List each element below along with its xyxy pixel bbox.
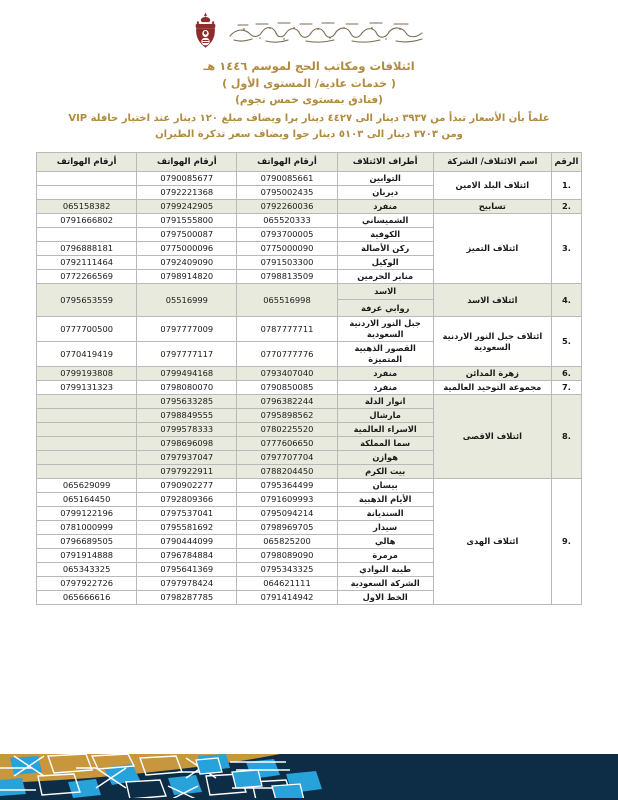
subtitle-service-level: ( خدمات عادية/ المستوى الأول ) <box>222 77 396 90</box>
cell-coalition-party: منفرد <box>337 200 433 214</box>
cell-coalition-party: جبل النور الاردنية السعودية <box>337 317 433 342</box>
cell-phone-1: 0793700005 <box>237 228 337 242</box>
cell-phone-1: 0797707704 <box>237 451 337 465</box>
page-title: ائتلافات ومكاتب الحج لموسم ١٤٤٦ هـ <box>203 59 415 73</box>
cell-phone-1: 0787777711 <box>237 317 337 342</box>
cell-phone-3 <box>37 228 137 242</box>
cell-coalition-party: منفرد <box>337 381 433 395</box>
cell-phone-1: 0795343325 <box>237 563 337 577</box>
cell-phone-2: 0792809366 <box>137 493 237 507</box>
cell-coalition-party: سما المملكة <box>337 437 433 451</box>
cell-phone-2: 0795633285 <box>137 395 237 409</box>
table-row <box>37 317 582 342</box>
cell-phone-3 <box>37 423 137 437</box>
cell-coalition-party: انوار الدلة <box>337 395 433 409</box>
table-header <box>37 153 582 172</box>
cell-phone-3 <box>37 451 137 465</box>
cell-phone-3: 0796888181 <box>37 242 137 256</box>
cell-number: .7 <box>551 381 581 395</box>
cell-phone-1: 065520333 <box>237 214 337 228</box>
cell-phone-3: 0781000999 <box>37 521 137 535</box>
coalition-party-name: روابي عرفة <box>338 300 433 316</box>
cell-phone-3: 0799193808 <box>37 367 137 381</box>
ministry-arabic-calligraphy-icon <box>226 16 426 46</box>
cell-phone-2: 0799494168 <box>137 367 237 381</box>
cell-phone-2: 0797777117 <box>137 342 237 367</box>
cell-coalition-parties <box>337 284 433 317</box>
cell-coalition-party: بيسان <box>337 479 433 493</box>
cell-phone-2: 0795641369 <box>137 563 237 577</box>
price-note-line-2: ومن ٣٧٠٣ دينار الى ٥١٠٣ دينار جوا ويضاف سعر تذكرة الطيران <box>155 129 463 140</box>
cell-phone-2: 0798914820 <box>137 270 237 284</box>
haj-coalitions-table-container <box>36 152 582 605</box>
cell-phone-3: 065158382 <box>37 200 137 214</box>
cell-phone-3 <box>37 172 137 186</box>
cell-coalition-party: طيبة البوادي <box>337 563 433 577</box>
cell-phone-2: 0797537041 <box>137 507 237 521</box>
jordan-crown-emblem-icon <box>192 11 219 51</box>
cell-phone-1: 0791414942 <box>237 591 337 605</box>
cell-phone-3: 065164450 <box>37 493 137 507</box>
cell-phone-1: 0798813509 <box>237 270 337 284</box>
col-header-phone-3: أرقام الهواتف <box>37 153 137 172</box>
col-header-phone-2: أرقام الهواتف <box>137 153 237 172</box>
cell-number: .9 <box>551 479 581 605</box>
cell-phone-2: 0792221368 <box>137 186 237 200</box>
cell-phone-1: 0790085661 <box>237 172 337 186</box>
cell-phone-3: 0796689505 <box>37 535 137 549</box>
cell-phone-3: 0772266569 <box>37 270 137 284</box>
cell-number: .2 <box>551 200 581 214</box>
cell-coalition-party: منفرد <box>337 367 433 381</box>
cell-phone-2: 0790444099 <box>137 535 237 549</box>
cell-phone-2: 0797777009 <box>137 317 237 342</box>
cell-phone-1: 0795094214 <box>237 507 337 521</box>
cell-coalition-party: الأيام الذهبية <box>337 493 433 507</box>
cell-number: .3 <box>551 214 581 284</box>
cell-phone-1: 0795364499 <box>237 479 337 493</box>
cell-phone-1: 0795002435 <box>237 186 337 200</box>
cell-phone-2: 0797922911 <box>137 465 237 479</box>
table-row <box>37 367 582 381</box>
cell-phone-3: 0770419419 <box>37 342 137 367</box>
table-row <box>37 395 582 409</box>
cell-phone-1: 0791503300 <box>237 256 337 270</box>
cell-company-name: ائتلاف البلد الامين <box>433 172 551 200</box>
cell-phone-3 <box>37 409 137 423</box>
cell-phone-1: 0792260036 <box>237 200 337 214</box>
table-row <box>37 284 582 317</box>
document-footer <box>0 742 618 800</box>
table-body <box>37 172 582 605</box>
cell-phone-1: 0775000090 <box>237 242 337 256</box>
cell-company-name: تسابيح <box>433 200 551 214</box>
cell-coalition-party: السنديانة <box>337 507 433 521</box>
cell-coalition-party: الشميساني <box>337 214 433 228</box>
cell-company-name: ائتلاف التميز <box>433 214 551 284</box>
cell-coalition-party: التوابين <box>337 172 433 186</box>
cell-phone-2: 0797978424 <box>137 577 237 591</box>
table-row <box>37 381 582 395</box>
cell-phone-2: 0797937047 <box>137 451 237 465</box>
cell-phone-1: 0788204450 <box>237 465 337 479</box>
table-row <box>37 479 582 493</box>
cell-coalition-party: مرمرة <box>337 549 433 563</box>
document-header <box>0 0 618 143</box>
cell-coalition-party: ركن الأصالة <box>337 242 433 256</box>
cell-phone-3 <box>37 465 137 479</box>
cell-phone-1: 064621111 <box>237 577 337 591</box>
cell-coalition-party: سيدار <box>337 521 433 535</box>
table-row <box>37 172 582 186</box>
cell-phone-2: 0790902277 <box>137 479 237 493</box>
cell-company-name: زهرة المدائن <box>433 367 551 381</box>
cell-company-name: مجموعة التوحيد العالمية <box>433 381 551 395</box>
mosaic-geometric-banner-icon <box>0 742 618 800</box>
table-row <box>37 200 582 214</box>
cell-coalition-party: مارشال <box>337 409 433 423</box>
cell-coalition-party: بيت الكرم <box>337 465 433 479</box>
cell-phone-2: 0795581692 <box>137 521 237 535</box>
cell-phone-1: 0798089090 <box>237 549 337 563</box>
cell-number: .6 <box>551 367 581 381</box>
table-row <box>37 214 582 228</box>
price-note-line-1: علماً بأن الأسعار تبدأ من ٣٩٣٧ دينار الى ٤٤٢٧ دينار برا ويضاف مبلغ ١٢٠ دينار عند اختيار حافلة VIP <box>68 113 550 124</box>
cell-number: .8 <box>551 395 581 479</box>
haj-coalitions-table <box>36 152 582 605</box>
cell-coalition-party: ديربان <box>337 186 433 200</box>
cell-phone-2: 0798696098 <box>137 437 237 451</box>
cell-phone-1: 0795898562 <box>237 409 337 423</box>
cell-phone-3: 065666616 <box>37 591 137 605</box>
cell-coalition-party: الاسراء العالمية <box>337 423 433 437</box>
cell-coalition-party: الوكيل <box>337 256 433 270</box>
document-title-block <box>28 58 590 109</box>
cell-coalition-party: منابر الحرمين <box>337 270 433 284</box>
cell-phone-2: 0799242905 <box>137 200 237 214</box>
cell-company-name: ائتلاف جبل النور الاردنية السعودية <box>433 317 551 367</box>
cell-phone-2: 0791555800 <box>137 214 237 228</box>
cell-phone-2: 0792409090 <box>137 256 237 270</box>
cell-number: .4 <box>551 284 581 317</box>
cell-phone-2: 0799578333 <box>137 423 237 437</box>
cell-phone-1: 0791609993 <box>237 493 337 507</box>
cell-phone-1: 0780225520 <box>237 423 337 437</box>
cell-phone-3: 0777700500 <box>37 317 137 342</box>
cell-phone-2: 0798849555 <box>137 409 237 423</box>
cell-phone-2: 0797500087 <box>137 228 237 242</box>
cell-phone-2: 0798287785 <box>137 591 237 605</box>
coalition-party-name: الاسد <box>338 284 433 300</box>
cell-phone-3: 0797922726 <box>37 577 137 591</box>
cell-coalition-party: الكوفية <box>337 228 433 242</box>
cell-phone-2: 0775000096 <box>137 242 237 256</box>
cell-phone-2: 05516999 <box>137 284 237 317</box>
cell-coalition-party: هوازن <box>337 451 433 465</box>
col-header-phone-1: أرقام الهواتف <box>237 153 337 172</box>
cell-phone-3: 0795653559 <box>37 284 137 317</box>
cell-phone-2: 0790085677 <box>137 172 237 186</box>
cell-phone-1: 065825200 <box>237 535 337 549</box>
cell-company-name: ائتلاف الاسد <box>433 284 551 317</box>
ministry-logo <box>28 8 590 54</box>
col-header-company: اسم الائتلاف/ الشركة <box>433 153 551 172</box>
cell-phone-1: 0777606650 <box>237 437 337 451</box>
cell-phone-3: 0792111464 <box>37 256 137 270</box>
cell-phone-3: 0791914888 <box>37 549 137 563</box>
cell-phone-2: 0796784884 <box>137 549 237 563</box>
col-header-party: أطراف الائتلاف <box>337 153 433 172</box>
cell-phone-3 <box>37 395 137 409</box>
subtitle-hotel-level: (فنادق بمستوى خمس نجوم) <box>235 94 383 106</box>
col-header-number: الرقم <box>551 153 581 172</box>
cell-number: .5 <box>551 317 581 367</box>
cell-phone-2: 0798080070 <box>137 381 237 395</box>
cell-phone-3: 065343325 <box>37 563 137 577</box>
cell-phone-1: 0790850085 <box>237 381 337 395</box>
cell-phone-3: 0791666802 <box>37 214 137 228</box>
cell-coalition-party: هالي <box>337 535 433 549</box>
cell-phone-3: 065629099 <box>37 479 137 493</box>
cell-phone-3 <box>37 186 137 200</box>
cell-phone-1: 0798969705 <box>237 521 337 535</box>
cell-coalition-party: الشركة السعودية <box>337 577 433 591</box>
cell-phone-1: 0793407040 <box>237 367 337 381</box>
cell-phone-3: 0799131323 <box>37 381 137 395</box>
cell-number: .1 <box>551 172 581 200</box>
cell-phone-3 <box>37 437 137 451</box>
cell-coalition-party: الخط الاول <box>337 591 433 605</box>
cell-phone-1: 0770777776 <box>237 342 337 367</box>
price-note-block <box>28 111 590 143</box>
cell-phone-1: 0796382244 <box>237 395 337 409</box>
cell-phone-1: 065516998 <box>237 284 337 317</box>
cell-coalition-party: القصور الذهبية المتميزة <box>337 342 433 367</box>
cell-phone-3: 0799122196 <box>37 507 137 521</box>
cell-company-name: ائتلاف الهدى <box>433 479 551 605</box>
cell-company-name: ائتلاف الاقصى <box>433 395 551 479</box>
table-header-row <box>37 153 582 172</box>
